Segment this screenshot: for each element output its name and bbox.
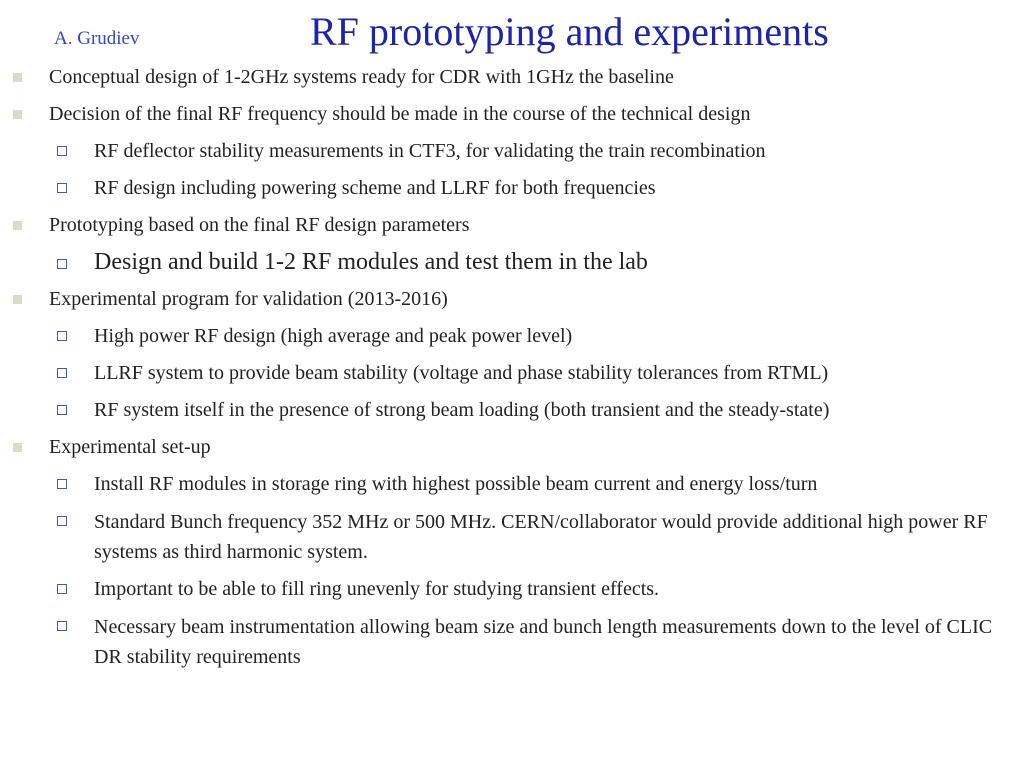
hollow-square-bullet-icon xyxy=(57,479,67,489)
square-bullet-icon xyxy=(13,443,22,452)
sub-bullet-item xyxy=(0,575,1024,604)
bullet-item xyxy=(0,100,1024,129)
sub-bullet-text: RF system itself in the presence of strong beam loading (both transient and the steady-state) xyxy=(94,399,830,421)
sub-bullet-text: Standard Bunch frequency 352 MHz or 500 MHz. CERN/collaborator would provide additional high power RF systems as third harmonic system. xyxy=(94,511,988,563)
sub-bullet-text: LLRF system to provide beam stability (voltage and phase stability tolerances from RTML) xyxy=(94,362,829,384)
hollow-square-bullet-icon xyxy=(57,368,67,378)
sub-bullet-text: RF design including powering scheme and LLRF for both frequencies xyxy=(94,177,656,199)
hollow-square-bullet-icon xyxy=(57,146,67,156)
hollow-square-bullet-icon xyxy=(57,331,67,341)
bullet-text: Conceptual design of 1-2GHz systems ready for CDR with 1GHz the baseline xyxy=(49,66,674,88)
sub-bullet-item xyxy=(0,359,1024,388)
bullet-item xyxy=(0,433,1024,462)
sub-bullet-item xyxy=(0,396,1024,425)
sub-bullet-item xyxy=(0,322,1024,351)
slide-title: RF prototyping and experiments xyxy=(310,9,829,54)
bullet-item xyxy=(0,285,1024,314)
bullet-item xyxy=(0,63,1024,92)
sub-bullet-item xyxy=(0,507,1014,567)
hollow-square-bullet-icon xyxy=(57,183,67,193)
sub-bullet-text: RF deflector stability measurements in CTF3, for validating the train recombination xyxy=(94,140,766,162)
sub-bullet-text: Important to be able to fill ring unevenly for studying transient effects. xyxy=(94,578,660,600)
sub-bullet-item xyxy=(0,470,1024,499)
sub-bullet-item xyxy=(0,248,1024,277)
bullet-item xyxy=(0,211,1024,240)
square-bullet-icon xyxy=(13,295,22,304)
square-bullet-icon xyxy=(13,73,22,82)
sub-bullet-text: Necessary beam instrumentation allowing beam size and bunch length measurements down to the level of CLIC DR stability requirements xyxy=(94,616,993,668)
square-bullet-icon xyxy=(13,221,22,230)
sub-bullet-text: Install RF modules in storage ring with highest possible beam current and energy loss/turn xyxy=(94,473,818,495)
hollow-square-bullet-icon xyxy=(57,259,67,269)
hollow-square-bullet-icon xyxy=(57,405,67,415)
bullet-list xyxy=(0,63,1024,680)
sub-bullet-item xyxy=(0,174,1024,203)
bullet-text: Experimental set-up xyxy=(49,436,211,458)
hollow-square-bullet-icon xyxy=(57,584,67,594)
author-name: A. Grudiev xyxy=(54,28,140,49)
bullet-text: Decision of the final RF frequency should be made in the course of the technical design xyxy=(49,103,751,125)
hollow-square-bullet-icon xyxy=(57,516,67,526)
sub-bullet-item xyxy=(0,137,1024,166)
bullet-text: Prototyping based on the final RF design parameters xyxy=(49,214,470,236)
sub-bullet-item xyxy=(0,612,1014,672)
hollow-square-bullet-icon xyxy=(57,621,67,631)
bullet-text: Experimental program for validation (2013-2016) xyxy=(49,288,448,310)
sub-bullet-text: High power RF design (high average and peak power level) xyxy=(94,325,573,347)
square-bullet-icon xyxy=(13,110,22,119)
sub-bullet-text: Design and build 1-2 RF modules and test them in the lab xyxy=(94,249,648,275)
